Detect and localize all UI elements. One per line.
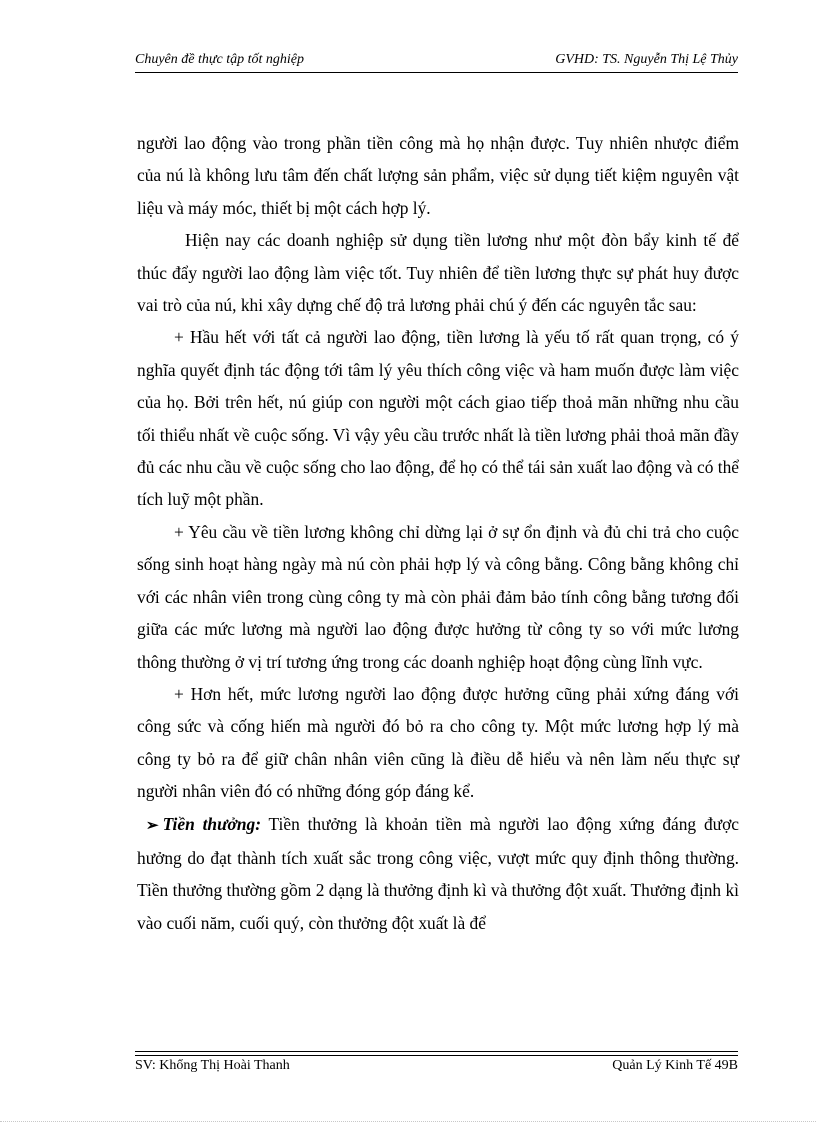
footer-divider bbox=[135, 1051, 738, 1056]
paragraph-principle-1: + Hầu hết với tất cả người lao động, tiền lương là yếu tố rất quan trọng, có ý nghĩa quyết định tác động tới tâm lý yêu thích công việc và ham muốn được làm việc của họ. Bởi trên hết, nú giúp con người một cách giao tiếp thoả mãn những nhu cầu tối thiểu nhất về cuộc sống. Vì vậy yêu cầu trước nhất là tiền lương phải thoả mãn đầy đủ các nhu cầu về cuộc sống cho lao động, để họ có thể tái sản xuất lao động và có thể tích luỹ một phần. bbox=[137, 327, 739, 510]
page-edge-divider bbox=[0, 1121, 816, 1122]
header-supervisor: GVHD: TS. Nguyễn Thị Lệ Thủy bbox=[555, 52, 738, 67]
paragraph-continuation: người lao động vào trong phần tiền công mà họ nhận được. Tuy nhiên nhược điểm của nú là không lưu tâm đến chất lượng sản phẩm, việc sử dụng tiết kiệm nguyên vật liệu và máy móc, thiết bị một cách hợp lý. bbox=[137, 133, 739, 218]
arrow-bullet-icon: ➢ bbox=[146, 817, 159, 834]
document-body bbox=[137, 127, 739, 939]
bonus-text: Tiền thưởng là khoản tiền mà người lao động xứng đáng được hưởng do đạt thành tích xuất sắc trong công việc, vượt mức quy định thông thường. Tiền thưởng thường gồm 2 dạng là thưởng định kì và thưởng đột xuất. Thưởng định kì vào cuối năm, cuối quý, còn thưởng đột xuất là để bbox=[137, 813, 739, 933]
page-footer bbox=[135, 1058, 738, 1078]
bonus-heading: Tiền thưởng: bbox=[162, 813, 262, 834]
footer-student-name: SV: Khổng Thị Hoài Thanh bbox=[135, 1058, 290, 1073]
paragraph-bonus bbox=[137, 808, 739, 940]
paragraph-principle-3: + Hơn hết, mức lương người lao động được hưởng cũng phải xứng đáng với công sức và cống hiến mà người đó bỏ ra cho công ty. Một mức lương hợp lý mà công ty bỏ ra để giữ chân nhân viên cũng là điều dễ hiểu và nên làm nếu thực sự người nhân viên đó có những đóng góp đáng kể. bbox=[137, 683, 739, 802]
paragraph-salary-leverage: Hiện nay các doanh nghiệp sử dụng tiền lương như một đòn bẩy kinh tế để thúc đẩy người lao động làm việc tốt. Tuy nhiên để tiền lương thực sự phát huy được vai trò của nú, khi xây dựng chế độ trả lương phải chú ý đến các nguyên tắc sau: bbox=[137, 230, 739, 316]
footer-class: Quản Lý Kinh Tế 49B bbox=[612, 1058, 738, 1073]
page-header bbox=[135, 50, 738, 73]
paragraph-principle-2: + Yêu cầu về tiền lương không chỉ dừng lại ở sự ổn định và đủ chi trả cho cuộc sống sinh hoạt hàng ngày mà nú còn phải hợp lý và công bằng. Công bằng không chỉ với các nhân viên trong cùng công ty mà còn phải đảm bảo tính công bằng tương đối giữa các mức lương mà người lao động được hưởng từ công ty so với mức lương thông thường ở vị trí tương ứng trong các doanh nghiệp hoạt động cùng lĩnh vực. bbox=[137, 521, 739, 672]
header-course-title: Chuyên đề thực tập tốt nghiệp bbox=[135, 52, 304, 67]
